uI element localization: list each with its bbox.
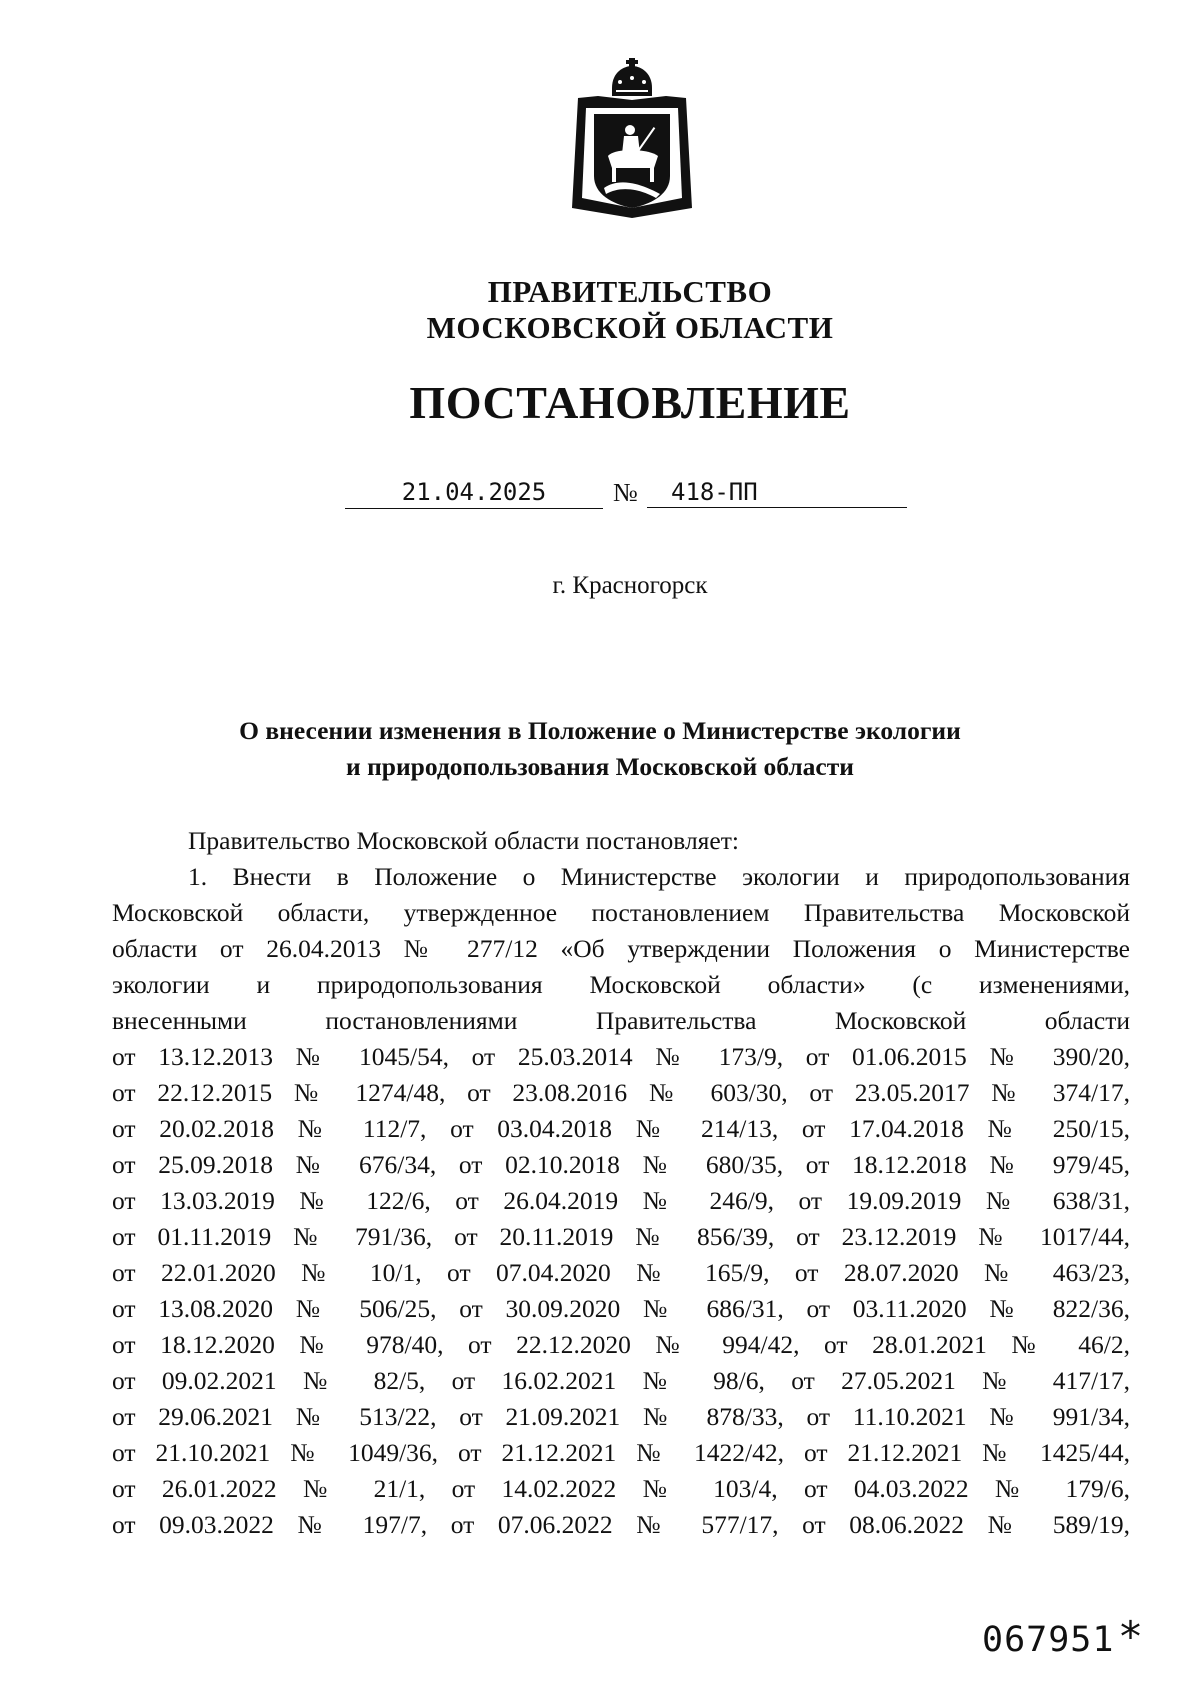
- subject-line: О внесении изменения в Положение о Министерстве экологии: [239, 716, 961, 745]
- government-title-line2: МОСКОВСКОЙ ОБЛАСТИ: [426, 310, 834, 345]
- body-line: от 22.01.2020 № 10/1, от 07.04.2020 № 165/9, от 28.07.2020 № 463/23,: [112, 1258, 1130, 1287]
- city-label: г. Красногорск: [552, 572, 708, 599]
- body-line: области от 26.04.2013 № 277/12 «Об утверждении Положения о Министерстве: [112, 934, 1130, 963]
- body-line: от 13.08.2020 № 506/25, от 30.09.2020 № 686/31, от 03.11.2020 № 822/36,: [112, 1294, 1130, 1323]
- serial-number: 067951: [982, 1620, 1115, 1660]
- document-type-heading: ПОСТАНОВЛЕНИЕ: [409, 377, 851, 428]
- body-line: 1. Внести в Положение о Министерстве экологии и природопользования: [188, 862, 1130, 891]
- body-line: экологии и природопользования Московской области» (с изменениями,: [112, 970, 1130, 999]
- body-line: от 18.12.2020 № 978/40, от 22.12.2020 № 994/42, от 28.01.2021 № 46/2,: [112, 1330, 1130, 1359]
- preamble-text: Правительство Московской области постановляет:: [188, 826, 739, 855]
- body-line: от 29.06.2021 № 513/22, от 21.09.2021 № 878/33, от 11.10.2021 № 991/34,: [112, 1402, 1130, 1431]
- number-sign: №: [613, 478, 638, 507]
- asterisk-mark: *: [1120, 1612, 1141, 1661]
- body-line: от 13.03.2019 № 122/6, от 26.04.2019 № 246/9, от 19.09.2019 № 638/31,: [112, 1186, 1130, 1215]
- subject-line: и природопользования Московской области: [346, 752, 854, 781]
- government-title-line1: ПРАВИТЕЛЬСТВО: [487, 274, 773, 309]
- body-line: от 01.11.2019 № 791/36, от 20.11.2019 № 856/39, от 23.12.2019 № 1017/44,: [112, 1222, 1130, 1251]
- body-line: от 26.01.2022 № 21/1, от 14.02.2022 № 103/4, от 04.03.2022 № 179/6,: [112, 1474, 1130, 1503]
- body-line: от 22.12.2015 № 1274/48, от 23.08.2016 № 603/30, от 23.05.2017 № 374/17,: [112, 1078, 1130, 1107]
- body-line: внесенными постановлениями Правительства Московской области: [112, 1006, 1130, 1035]
- body-line: от 20.02.2018 № 112/7, от 03.04.2018 № 214/13, от 17.04.2018 № 250/15,: [112, 1114, 1130, 1143]
- body-line: Московской области, утвержденное постановлением Правительства Московской: [112, 898, 1130, 927]
- moscow-oblast-coat-of-arms-icon: [568, 58, 696, 228]
- document-date-field: 21.04.2025: [345, 478, 603, 509]
- document-subject: [170, 713, 1030, 785]
- body-line: от 09.02.2021 № 82/5, от 16.02.2021 № 98/6, от 27.05.2021 № 417/17,: [112, 1366, 1130, 1395]
- body-line: от 21.10.2021 № 1049/36, от 21.12.2021 № 1422/42, от 21.12.2021 № 1425/44,: [112, 1438, 1130, 1467]
- body-line: от 09.03.2022 № 197/7, от 07.06.2022 № 577/17, от 08.06.2022 № 589/19,: [112, 1510, 1130, 1539]
- body-line: от 25.09.2018 № 676/34, от 02.10.2018 № 680/35, от 18.12.2018 № 979/45,: [112, 1150, 1130, 1179]
- body-line: от 13.12.2013 № 1045/54, от 25.03.2014 № 173/9, от 01.06.2015 № 390/20,: [112, 1042, 1130, 1071]
- document-number-field: 418-ПП: [647, 478, 907, 508]
